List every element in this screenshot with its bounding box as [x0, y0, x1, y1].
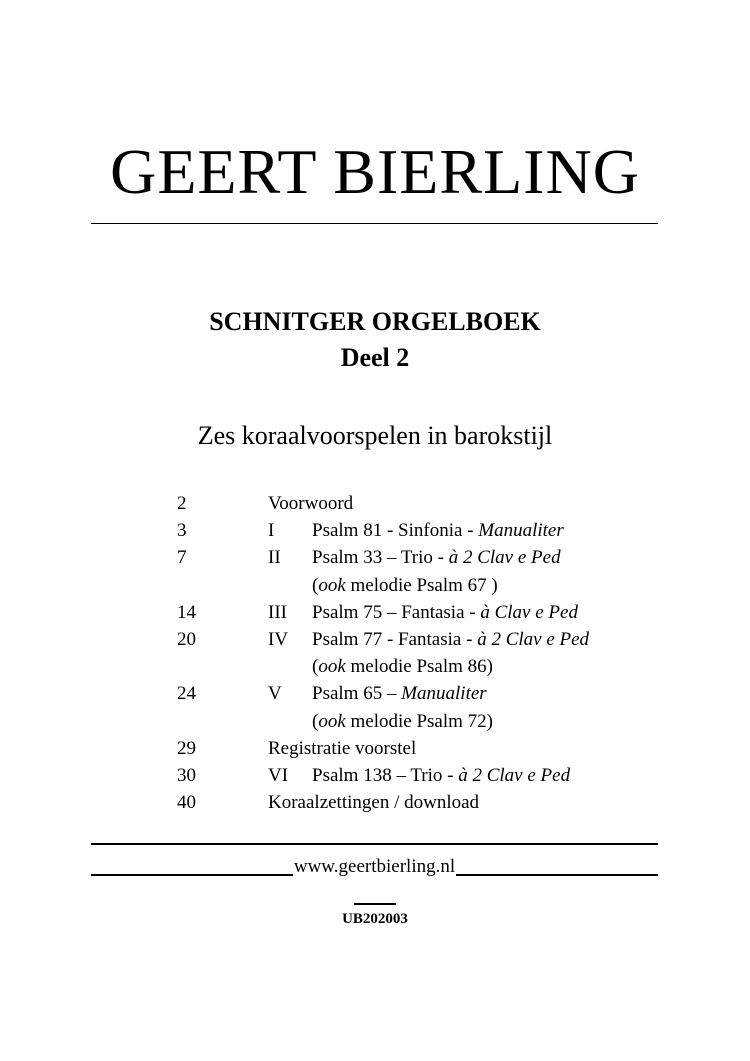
book-title: SCHNITGER ORGELBOEK [209, 307, 541, 336]
toc-row [0, 735, 750, 762]
website-line [91, 852, 658, 878]
toc-note: (ook melodie Psalm 86) [312, 656, 493, 678]
toc-page-number: 14 [177, 601, 196, 623]
toc-page-number: 40 [177, 792, 196, 814]
website-link[interactable]: www.geertbierling.nl [293, 856, 456, 877]
toc-page-number: 2 [177, 493, 187, 514]
right-underline [456, 874, 658, 876]
catalog-code: UB202003 [342, 911, 408, 927]
toc-row [0, 626, 750, 653]
toc-row [0, 789, 750, 816]
volume-label: Deel 2 [340, 343, 410, 372]
toc-page-number: 20 [177, 628, 196, 650]
author-name: GEERT BIERLING [110, 136, 640, 207]
toc-page-number: 24 [177, 683, 196, 705]
toc-row [0, 680, 750, 707]
toc-page-number: 7 [177, 547, 187, 569]
table-of-contents [0, 490, 750, 816]
toc-page-number: 30 [177, 764, 196, 786]
toc-roman-numeral: IV [268, 628, 289, 650]
subtitle: Zes koraalvoorspelen in barokstijl [197, 421, 553, 450]
toc-roman-numeral: VI [268, 764, 289, 786]
toc-page-number: 3 [177, 520, 187, 542]
toc-roman-numeral: III [268, 601, 287, 623]
toc-row [0, 599, 750, 626]
toc-row [0, 517, 750, 544]
toc-title: Psalm 75 – Fantasia - à Clav e Ped [312, 601, 578, 623]
toc-title: Registratie voorstel [268, 737, 417, 759]
toc-roman-numeral: II [268, 547, 281, 569]
title-divider [91, 223, 658, 224]
toc-title: Psalm 33 – Trio - à 2 Clav e Ped [312, 547, 561, 569]
toc-note: (ook melodie Psalm 72) [312, 710, 493, 732]
toc-title: Psalm 65 – Manualiter [312, 683, 487, 705]
left-underline [91, 874, 293, 876]
footer-divider [91, 843, 658, 845]
toc-title: Psalm 138 – Trio - à 2 Clav e Ped [312, 764, 571, 786]
toc-roman-numeral: I [268, 520, 275, 542]
toc-row [0, 490, 750, 517]
toc-row [0, 708, 750, 735]
short-divider [354, 903, 396, 905]
toc-page-number: 29 [177, 737, 196, 759]
toc-title: Psalm 81 - Sinfonia - Manualiter [312, 520, 564, 542]
toc-row [0, 762, 750, 789]
toc-note: (ook melodie Psalm 67 ) [312, 574, 498, 596]
toc-row [0, 544, 750, 571]
toc-title: Koraalzettingen / download [268, 792, 480, 814]
toc-title: Voorwoord [268, 493, 354, 514]
toc-title: Psalm 77 - Fantasia - à 2 Clav e Ped [312, 628, 590, 650]
toc-row [0, 572, 750, 599]
toc-roman-numeral: V [268, 683, 282, 705]
toc-row [0, 653, 750, 680]
